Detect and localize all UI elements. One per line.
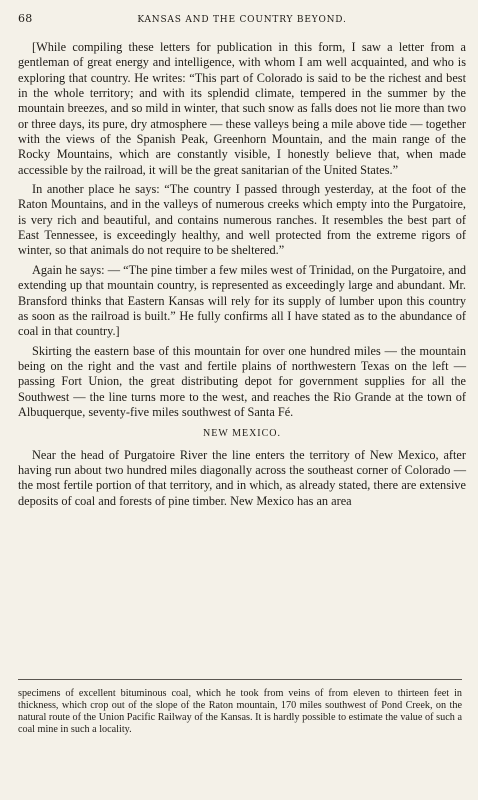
section-heading: NEW MEXICO. [202, 428, 282, 440]
running-title: KANSAS AND THE COUNTRY BEYOND. [137, 15, 347, 25]
paragraph-again-he-says: Again he says: — “The pine timber a few miles west of Trinidad, on the Purgatoire, and extending up that mountain country, is represented as exceedingly large and abundant. Mr. Bransford thinks that Eastern Kansas will rely for its supply of lumber upon this country as soon as the railroad is built.” He fully confirms all I have stated as to the abundance of coal in that country.] [18, 262, 466, 339]
paragraph-another-place: In another place he says: “The country I passed through yesterday, at the foot of the Raton Mountains, and in the valleys of numerous creeks which empty into the Purgatoire, is very rich and beautiful, and contains numerous ranches. It resembles the best part of East Tennessee, is exceedingly healthy, and well protected from the extreme rigors of winter, so that animals do not require to be sheltered.” [18, 182, 466, 258]
paragraph-skirting: Skirting the eastern base of this mountain for over one hundred miles — the mountain being on the right and the vast and fertile plains of northwestern Texas on the left — passing Fort Union, the great distributing depot for government supplies for all the Southwest — the line turns more to the west, and reaches the Rio Grande at the town of Albuquerque, seventy-five miles southwest of Santa Fé. [18, 343, 466, 419]
footnote-divider [18, 679, 462, 680]
paragraph-new-mexico: Near the head of Purgatoire River the line enters the territory of New Mexico, after having run about two hundred miles diagonally across the southeast corner of Colorado — the most fertile portion of that territory, and in which, as already stated, there are extensive deposits of coal and forests of pine timber. New Mexico has an area [18, 447, 466, 508]
paragraph-letter-intro: [While compiling these letters for publication in this form, I saw a letter from a gentleman of great energy and intelligence, with whom I am well acquainted, and who is exploring that country. He writes: “This part of Colorado is said to be the richest and best in the whole territory; and with its splendid climate, tempered in the summer by the mountain breezes, and so mild in winter, that such snow as falls does not lie more than two or three days, its pure, dry atmosphere — these valleys being a mile above tide — together with the views of the Spanish Peak, Greenhorn Mountain, and the main range of the Rocky Mountains, which are constantly visible, I honestly believe that, when made accessible by the railroad, it will be the great sanitarian of the United States.” [18, 40, 466, 177]
body-text [18, 40, 466, 509]
footnote: specimens of excellent bituminous coal, which he took from veins of from eleven to thirteen feet in thickness, which crop out of the slope of the Raton mountain, 170 miles southwest of Pond Creek, on the natural route of the Union Pacific Railway of the Kansas. It is hardly possible to estimate the value of such a coal mine in such a locality. [18, 688, 462, 735]
running-head [18, 12, 466, 30]
page-number: 68 [18, 12, 33, 25]
